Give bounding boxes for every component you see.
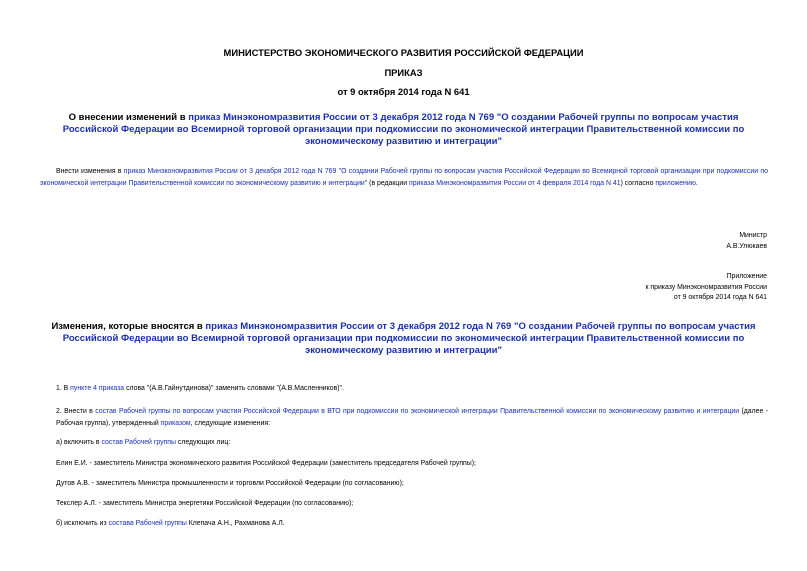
signature-name: А.В.Улюкаев (726, 242, 767, 250)
order-heading: ПРИКАЗ (384, 67, 423, 78)
order-title (40, 112, 767, 148)
list-item: Текслер А.Л. - заместитель Министра энергетики Российской Федерации (по согласованию); (56, 500, 354, 507)
appendix-line-1: Приложение (726, 273, 767, 280)
item-2-link-order[interactable]: приказом (160, 420, 191, 427)
item-2-text-c: , следующие изменения: (190, 420, 271, 427)
item-7-link[interactable]: состава Рабочей группы (108, 520, 187, 527)
signature-position: Министр (739, 232, 767, 239)
intro-text-3: ) согласно (620, 180, 656, 187)
appendix-block (645, 272, 767, 304)
order-title-link[interactable]: приказ Минэкономразвития России от 3 декабря 2012 года N 769 "О создании Рабочей группы по вопросам участия Российской Федерации во Всемирной торговой организации при подкомиссии по экономической интеграции Правительственной комиссии по экономическому развитию и интеграции" (62, 112, 745, 147)
order-title-prefix: О внесении изменений в (68, 112, 189, 123)
intro-text-1: Внести изменения в (56, 168, 124, 175)
changes-title-link[interactable]: приказ Минэкономразвития России от 3 декабря 2012 года N 769 "О создании Рабочей группы по вопросам участия Российской Федерации во Всемирной торговой организации при подкомиссии по экономической интеграции Правительственной комиссии по экономическому развитию и интеграции" (62, 321, 756, 356)
item-7-text-b: Клепача А.Н., Рахманова А.Л. (186, 520, 285, 527)
ministry-heading: МИНИСТЕРСТВО ЭКОНОМИЧЕСКОГО РАЗВИТИЯ РОССИЙСКОЙ ФЕДЕРАЦИИ (223, 47, 584, 58)
list-item: Дутов А.В. - заместитель Министра промышленности и торговли Российской Федерации (по согласованию); (56, 480, 404, 487)
item-1-text-b: слова "(А.В.Гайнутдинова)" заменить словами "(А.В.Масленников)". (124, 385, 344, 392)
appendix-line-2: к приказу Минэкономразвития России (645, 283, 767, 291)
list-item (56, 518, 285, 530)
list-item (56, 383, 344, 395)
intro-link-order-41[interactable]: приказа Минэкономразвития России от 4 февраля 2014 года N 41 (408, 180, 621, 187)
list-item: Елин Е.И. - заместитель Министра экономического развития Российской Федерации (заместитель председателя Рабочей группы); (56, 460, 476, 467)
changes-title (40, 321, 767, 357)
intro-paragraph (40, 166, 768, 190)
item-2-link-composition[interactable]: состав Рабочей группы по вопросам участия Российской Федерации в ВТО при подкомиссии по экономической интеграции Правительственной комиссии по экономическому развитию и интеграции (95, 408, 740, 415)
item-3-link[interactable]: состав Рабочей группы (101, 439, 176, 446)
intro-link-appendix[interactable]: приложению (655, 180, 696, 187)
item-2-text-b: (далее - Рабочая группа), утвержденный (56, 408, 768, 427)
appendix-line-3: от 9 октября 2014 года N 641 (673, 294, 767, 301)
item-2-text-a: 2. Внести в (56, 408, 96, 415)
item-1-text-a: 1. В (56, 385, 71, 392)
item-3-text-a: а) включить в (56, 439, 102, 446)
changes-title-prefix: Изменения, которые вносятся в (51, 321, 206, 332)
item-1-link[interactable]: пункте 4 приказа (70, 385, 125, 392)
intro-link-order-769[interactable]: приказ Минэкономразвития России от 3 декабря 2012 года N 769 "О создании Рабочей группы по вопросам участия Российской Федерации во Всемирной торговой организации при подкомиссии по экономической интеграции Правительственной комиссии по экономическому развитию и интеграции" (40, 168, 768, 187)
item-7-text-a: б) исключить из (56, 520, 109, 527)
intro-text-4: . (695, 180, 698, 187)
item-3-text-b: следующих лиц: (175, 439, 231, 446)
signature-block (726, 231, 767, 252)
order-date: от 9 октября 2014 года N 641 (337, 86, 470, 97)
list-item (56, 406, 768, 430)
list-item (56, 437, 230, 449)
intro-text-2: (в редакции (367, 180, 409, 187)
